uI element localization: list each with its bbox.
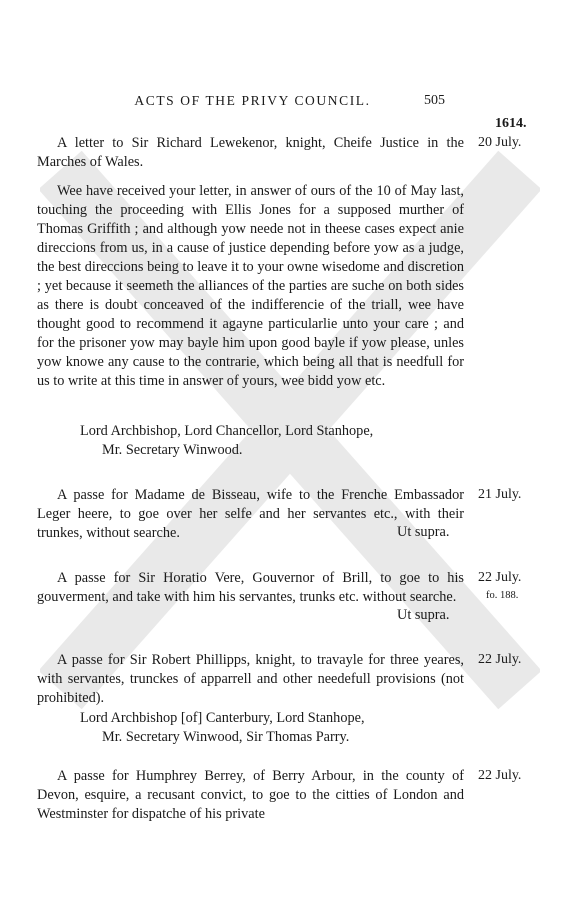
entry-date: 22 July. — [478, 570, 522, 585]
running-title: ACTS OF THE PRIVY COUNCIL. — [134, 93, 371, 108]
entry-text: A passe for Madame de Bisseau, wife to the Frenche Embassador Leger heere, to goe over her selfe and her servantes etc., with their trunkes, without searche. — [37, 487, 464, 541]
ut-supra: Ut supra. — [397, 607, 450, 623]
folio-note: fo. 188. — [486, 590, 519, 601]
entry-date: 20 July. — [478, 135, 522, 150]
signatories-line: Lord Archbishop, Lord Chancellor, Lord Stanhope, — [80, 423, 374, 439]
entry-text: A passe for Humphrey Berrey, of Berry Arbour, in the county of Devon, esquire, a recusant convict, to goe to the citties of London and Westminster for dispatche of his private — [37, 768, 464, 822]
ut-supra: Ut supra. — [397, 524, 450, 540]
margin-year: 1614. — [495, 116, 527, 131]
page-number: 505 — [424, 93, 445, 108]
signatories-line: Mr. Secretary Winwood. — [102, 442, 243, 458]
entry-text: A passe for Sir Robert Phillipps, knight, to travayle for three yeares, with servantes, trunckes of apparrell and other needefull provisions (not prohibited). — [37, 652, 464, 706]
signatories — [80, 422, 480, 460]
entry-heading: A letter to Sir Richard Lewekenor, knight, Cheife Justice in the Marches of Wales. — [37, 135, 464, 170]
entry-date: 21 July. — [478, 487, 522, 502]
signatories-line: Lord Archbishop [of] Canterbury, Lord Stanhope, — [80, 710, 365, 726]
signatories — [80, 709, 480, 747]
entry-date: 22 July. — [478, 652, 522, 667]
signatories-line: Mr. Secretary Winwood, Sir Thomas Parry. — [102, 729, 350, 745]
entry-text: A passe for Sir Horatio Vere, Gouvernor of Brill, to goe to his gouverment, and take with him his servantes, trunks etc. without searche. — [37, 570, 464, 605]
entry-date: 22 July. — [478, 768, 522, 783]
letter-body: Wee have received your letter, in answer of ours of the 10 of May last, touching the proceeding with Ellis Jones for a supposed murther of Thomas Griffith ; and although yow neede not in theese cases expect anie direccions from us, in a cause of justice depending before yow as a judge, the best direccions being to leave it to your owne wisedome and discretion ; yet because it seemeth the alliances of the parties are suche on both sides as there is doubt conceaved of the indifferencie of the triall, wee have thought good to recommend it agayne particularlie unto your care ; and for the prisoner yow may bayle him upon good bayle if yow please, unles yow knowe any cause to the contrarie, which being all that is needfull for us to write at this time in answer of yours, wee bidd yow etc. — [37, 183, 464, 389]
